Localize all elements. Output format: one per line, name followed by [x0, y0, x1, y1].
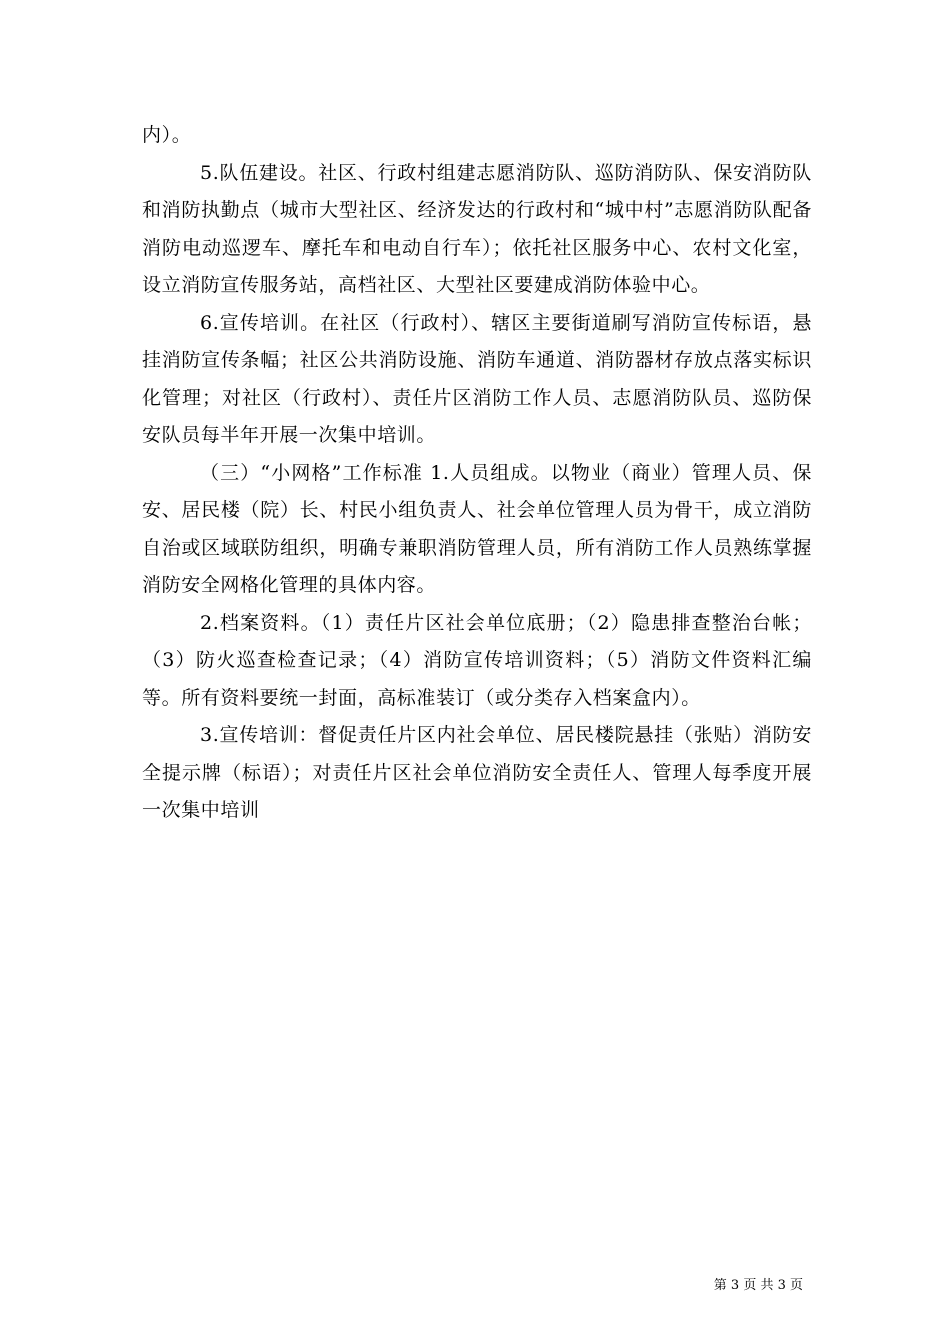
paragraph-small-grid-standard: （三）“小网格”工作标准 1.人员组成。以物业（商业）管理人员、保安、居民楼（院）长、村民小组负责人、社会单位管理人员为骨干，成立消防自治或区域联防组织，明确专兼职消防管理人员，所有消防工作人员熟练掌握消防安全网格化管理的具体内容。	[142, 461, 812, 596]
paragraph-archive-materials: 2.档案资料。（1）责任片区社会单位底册；（2）隐患排查整治台帐；（3）防火巡查检查记录；（4）消防宣传培训资料；（5）消防文件资料汇编等。所有资料要统一封面，高标准装订（或分类存入档案盒内）。	[142, 611, 812, 709]
paragraph-continuation: 内）。	[142, 124, 192, 146]
paragraph-publicity-training-2: 3.宣传培训：督促责任片区内社会单位、居民楼院悬挂（张贴）消防安全提示牌（标语）；对责任片区社会单位消防安全责任人、管理人每季度开展一次集中培训	[142, 724, 812, 821]
paragraph-team-building: 5.队伍建设。社区、行政村组建志愿消防队、巡防消防队、保安消防队和消防执勤点（城市大型社区、经济发达的行政村和“城中村”志愿消防队配备消防电动巡逻车、摩托车和电动自行车）；依托社区服务中心、农村文化室，设立消防宣传服务站，高档社区、大型社区要建成消防体验中心。	[142, 161, 812, 296]
document-body	[142, 117, 812, 830]
page-number-footer: 第 3 页 共 3 页	[713, 1278, 803, 1293]
paragraph-publicity-training: 6.宣传培训。在社区（行政村）、辖区主要街道刷写消防宣传标语，悬挂消防宣传条幅；社区公共消防设施、消防车通道、消防器材存放点落实标识化管理；对社区（行政村）、责任片区消防工作人员、志愿消防队员、巡防保安队员每半年开展一次集中培训。	[142, 311, 812, 446]
